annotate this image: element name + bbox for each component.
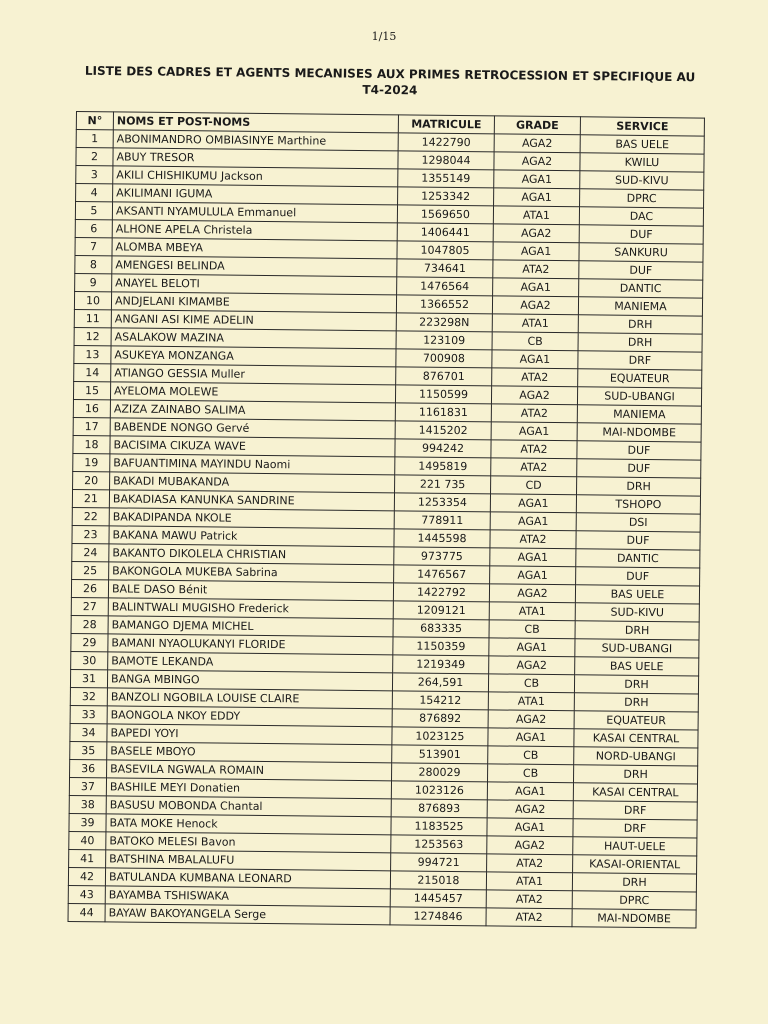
row-service: DPRC xyxy=(572,891,696,910)
row-matricule: 264,591 xyxy=(392,673,488,692)
row-name: BASELE MBOYO xyxy=(107,742,392,763)
row-name: BATA MOKE Henock xyxy=(106,814,391,835)
row-name: BATOKO MELESI Bavon xyxy=(106,832,391,853)
row-number: 40 xyxy=(69,831,106,849)
row-grade: AGA2 xyxy=(488,710,574,729)
row-grade: AGA2 xyxy=(493,224,579,243)
row-number: 8 xyxy=(75,255,112,273)
row-service: DRH xyxy=(573,765,697,784)
row-grade: ATA1 xyxy=(493,206,579,225)
row-name: AMENGESI BELINDA xyxy=(112,256,397,277)
row-matricule: 223298N xyxy=(396,313,492,332)
row-grade: ATA2 xyxy=(493,260,579,279)
row-grade: CB xyxy=(492,332,578,351)
row-matricule: 1476564 xyxy=(397,277,493,296)
row-service: TSHOPO xyxy=(576,495,700,514)
row-number: 44 xyxy=(68,903,105,921)
row-matricule: 1298044 xyxy=(398,151,494,170)
row-number: 42 xyxy=(68,867,105,885)
row-number: 33 xyxy=(70,705,107,723)
row-matricule: 734641 xyxy=(397,259,493,278)
row-matricule: 973775 xyxy=(394,547,490,566)
page-number: 1/15 xyxy=(371,30,397,43)
row-grade: AGA1 xyxy=(487,782,573,801)
document-title-line-1: LISTE DES CADRES ET AGENTS MECANISES AUX PRIMES RETROCESSION ET SPECIFIQUE AU xyxy=(84,63,696,85)
row-service: DUF xyxy=(577,459,701,478)
row-service: KASAI-ORIENTAL xyxy=(573,855,697,874)
row-number: 43 xyxy=(68,885,105,903)
row-name: BAMANI NYAOLUKANYI FLORIDE xyxy=(108,634,393,655)
row-grade: ATA2 xyxy=(487,854,573,873)
row-grade: ATA1 xyxy=(488,692,574,711)
agents-table-container xyxy=(68,111,704,929)
row-matricule: 1150359 xyxy=(393,637,489,656)
row-service: DRH xyxy=(578,333,702,352)
row-grade: ATA2 xyxy=(490,530,576,549)
row-grade: AGA1 xyxy=(490,566,576,585)
agents-table xyxy=(68,111,705,929)
row-service: DRF xyxy=(578,351,702,370)
row-matricule: 1422790 xyxy=(398,133,494,152)
row-matricule: 1253563 xyxy=(391,835,487,854)
row-name: BAPEDI YOYI xyxy=(107,724,392,745)
row-number: 9 xyxy=(75,273,112,291)
row-matricule: 1023125 xyxy=(392,727,488,746)
row-matricule: 876701 xyxy=(396,367,492,386)
row-service: DANTIC xyxy=(576,549,700,568)
row-service: NORD-UBANGI xyxy=(574,747,698,766)
row-matricule: 1415202 xyxy=(395,421,491,440)
row-name: BAYAMBA TSHISWAKA xyxy=(105,886,390,907)
row-name: BAKADI MUBAKANDA xyxy=(110,472,395,493)
row-name: BASUSU MOBONDA Chantal xyxy=(106,796,391,817)
row-service: DRF xyxy=(573,819,697,838)
row-matricule: 1569650 xyxy=(397,205,493,224)
row-service: MAI-NDOMBE xyxy=(572,909,696,928)
row-name: BAKONGOLA MUKEBA Sabrina xyxy=(109,562,394,583)
row-service: SUD-KIVU xyxy=(575,603,699,622)
header-name: NOMS ET POST-NOMS xyxy=(113,112,398,133)
row-number: 10 xyxy=(74,291,111,309)
row-number: 25 xyxy=(72,561,109,579)
row-service: SUD-UBANGI xyxy=(577,387,701,406)
row-grade: AGA1 xyxy=(491,422,577,441)
row-service: KASAI CENTRAL xyxy=(573,783,697,802)
row-name: BAKANA MAWU Patrick xyxy=(109,526,394,547)
row-name: BALINTWALI MUGISHO Frederick xyxy=(108,598,393,619)
row-grade: AGA1 xyxy=(487,818,573,837)
row-service: DUF xyxy=(576,567,700,586)
row-service: DANTIC xyxy=(579,279,703,298)
row-matricule: 1047805 xyxy=(397,241,493,260)
row-service: MANIEMA xyxy=(578,297,702,316)
row-number: 19 xyxy=(73,453,110,471)
row-number: 14 xyxy=(74,363,111,381)
row-grade: AGA1 xyxy=(492,350,578,369)
row-name: ALOMBA MBEYA xyxy=(112,238,397,259)
row-name: BAYAW BAKOYANGELA Serge xyxy=(105,904,390,925)
row-name: BAMOTE LEKANDA xyxy=(108,652,393,673)
row-matricule: 1209121 xyxy=(393,601,489,620)
row-number: 3 xyxy=(76,166,113,184)
row-name: BAKADIPANDA NKOLE xyxy=(109,508,394,529)
row-grade: AGA2 xyxy=(489,656,575,675)
row-service: MAI-NDOMBE xyxy=(577,423,701,442)
row-matricule: 700908 xyxy=(396,349,492,368)
row-service: DRF xyxy=(573,801,697,820)
document-title xyxy=(70,63,710,102)
row-number: 38 xyxy=(69,795,106,813)
row-service: BAS UELE xyxy=(575,657,699,676)
row-number: 31 xyxy=(70,669,107,687)
row-number: 26 xyxy=(71,579,108,597)
row-name: BATSHINA MBALALUFU xyxy=(106,850,391,871)
row-grade: AGA1 xyxy=(490,494,576,513)
row-service: DRH xyxy=(572,873,696,892)
row-grade: ATA2 xyxy=(491,440,577,459)
row-name: ANDJELANI KIMAMBE xyxy=(111,292,396,313)
row-name: BACISIMA CIKUZA WAVE xyxy=(110,436,395,457)
row-grade: AGA1 xyxy=(493,242,579,261)
row-matricule: 1445598 xyxy=(394,529,490,548)
row-name: BABENDE NONGO Gervé xyxy=(110,418,395,439)
row-service: DRH xyxy=(577,477,701,496)
row-number: 2 xyxy=(76,148,113,166)
row-name: ANAYEL BELOTI xyxy=(112,274,397,295)
row-matricule: 1495819 xyxy=(395,457,491,476)
header-service: SERVICE xyxy=(580,117,704,136)
row-name: BASEVILA NGWALA ROMAIN xyxy=(107,760,392,781)
row-number: 36 xyxy=(70,759,107,777)
header-matricule: MATRICULE xyxy=(398,115,494,134)
row-number: 6 xyxy=(75,219,112,237)
row-number: 17 xyxy=(73,417,110,435)
row-service: DPRC xyxy=(580,189,704,208)
row-grade: AGA1 xyxy=(494,170,580,189)
row-grade: AGA2 xyxy=(492,296,578,315)
row-matricule: 1253354 xyxy=(394,493,490,512)
row-name: AKILIMANI IGUMA xyxy=(113,184,398,205)
row-service: SANKURU xyxy=(579,243,703,262)
row-matricule: 215018 xyxy=(390,871,486,890)
row-name: AKSANTI NYAMULULA Emmanuel xyxy=(112,202,397,223)
row-number: 22 xyxy=(72,507,109,525)
row-service: BAS UELE xyxy=(575,585,699,604)
row-service: BAS UELE xyxy=(580,135,704,154)
row-service: SUD-KIVU xyxy=(580,171,704,190)
row-service: DRH xyxy=(575,621,699,640)
row-number: 4 xyxy=(76,184,113,202)
row-grade: CD xyxy=(491,476,577,495)
row-name: AZIZA ZAINABO SALIMA xyxy=(110,400,395,421)
row-number: 13 xyxy=(74,345,111,363)
row-matricule: 1445457 xyxy=(390,889,486,908)
row-name: ALHONE APELA Christela xyxy=(112,220,397,241)
row-name: BANZOLI NGOBILA LOUISE CLAIRE xyxy=(107,688,392,709)
row-grade: AGA2 xyxy=(487,800,573,819)
table-body xyxy=(68,130,704,929)
row-name: ANGANI ASI KIME ADELIN xyxy=(111,310,396,331)
row-name: BAONGOLA NKOY EDDY xyxy=(107,706,392,727)
header-grade: GRADE xyxy=(494,116,580,135)
row-name: BATULANDA KUMBANA LEONARD xyxy=(105,868,390,889)
row-service: KWILU xyxy=(580,153,704,172)
row-matricule: 1161831 xyxy=(395,403,491,422)
row-number: 7 xyxy=(75,237,112,255)
row-number: 24 xyxy=(72,543,109,561)
row-matricule: 1406441 xyxy=(397,223,493,242)
row-name: BANGA MBINGO xyxy=(107,670,392,691)
row-grade: CB xyxy=(488,674,574,693)
row-service: DRH xyxy=(574,675,698,694)
row-grade: ATA2 xyxy=(491,404,577,423)
row-name: BAKANTO DIKOLELA CHRISTIAN xyxy=(109,544,394,565)
document-title-line-2: T4-2024 xyxy=(362,82,418,98)
row-matricule: 123109 xyxy=(396,331,492,350)
row-grade: ATA2 xyxy=(486,908,572,927)
row-service: KASAI CENTRAL xyxy=(574,729,698,748)
row-number: 15 xyxy=(73,381,110,399)
row-grade: AGA1 xyxy=(493,278,579,297)
row-number: 34 xyxy=(70,723,107,741)
row-matricule: 154212 xyxy=(392,691,488,710)
row-matricule: 1476567 xyxy=(394,565,490,584)
row-number: 18 xyxy=(73,435,110,453)
row-name: BAFUANTIMINA MAYINDU Naomi xyxy=(110,454,395,475)
row-name: BALE DASO Bénit xyxy=(108,580,393,601)
row-number: 32 xyxy=(70,687,107,705)
row-grade: AGA1 xyxy=(490,548,576,567)
row-name: BASHILE MEYI Donatien xyxy=(106,778,391,799)
row-service: DUF xyxy=(579,261,703,280)
row-number: 28 xyxy=(71,615,108,633)
row-number: 37 xyxy=(69,777,106,795)
row-name: ASALAKOW MAZINA xyxy=(111,328,396,349)
row-number: 5 xyxy=(75,202,112,220)
row-service: MANIEMA xyxy=(577,405,701,424)
row-service: DUF xyxy=(576,531,700,550)
row-name: ABUY TRESOR xyxy=(113,148,398,169)
row-grade: AGA1 xyxy=(490,512,576,531)
row-service: EQUATEUR xyxy=(574,711,698,730)
row-number: 21 xyxy=(72,489,109,507)
row-grade: CB xyxy=(489,620,575,639)
row-matricule: 994721 xyxy=(391,853,487,872)
row-grade: AGA2 xyxy=(489,584,575,603)
row-service: SUD-UBANGI xyxy=(575,639,699,658)
row-grade: AGA2 xyxy=(494,152,580,171)
row-grade: CB xyxy=(487,764,573,783)
row-matricule: 1274846 xyxy=(390,907,486,926)
row-grade: AGA2 xyxy=(487,836,573,855)
row-matricule: 1023126 xyxy=(391,781,487,800)
row-name: ASUKEYA MONZANGA xyxy=(111,346,396,367)
row-matricule: 1355149 xyxy=(398,169,494,188)
row-service: DUF xyxy=(577,441,701,460)
row-matricule: 1150599 xyxy=(395,385,491,404)
row-matricule: 513901 xyxy=(392,745,488,764)
row-name: ABONIMANDRO OMBIASINYE Marthine xyxy=(113,130,398,151)
row-service: DRH xyxy=(574,693,698,712)
row-grade: AGA2 xyxy=(491,386,577,405)
row-matricule: 1422792 xyxy=(393,583,489,602)
row-matricule: 683335 xyxy=(393,619,489,638)
row-number: 29 xyxy=(71,633,108,651)
row-service: HAUT-UELE xyxy=(573,837,697,856)
row-grade: ATA1 xyxy=(486,872,572,891)
row-matricule: 778911 xyxy=(394,511,490,530)
row-name: BAKADIASA KANUNKA SANDRINE xyxy=(109,490,394,511)
row-number: 27 xyxy=(71,597,108,615)
row-grade: AGA1 xyxy=(489,638,575,657)
row-service: DRH xyxy=(578,315,702,334)
row-name: AYELOMA MOLEWE xyxy=(110,382,395,403)
row-grade: ATA1 xyxy=(489,602,575,621)
row-grade: ATA2 xyxy=(486,890,572,909)
header-number: N° xyxy=(76,112,113,130)
row-number: 23 xyxy=(72,525,109,543)
row-number: 11 xyxy=(74,309,111,327)
row-matricule: 1366552 xyxy=(396,295,492,314)
row-number: 39 xyxy=(69,813,106,831)
row-matricule: 280029 xyxy=(392,763,488,782)
row-name: AKILI CHISHIKUMU Jackson xyxy=(113,166,398,187)
row-number: 35 xyxy=(70,741,107,759)
row-grade: AGA1 xyxy=(488,728,574,747)
row-number: 16 xyxy=(73,399,110,417)
row-matricule: 1183525 xyxy=(391,817,487,836)
row-matricule: 221 735 xyxy=(395,475,491,494)
row-grade: CB xyxy=(488,746,574,765)
row-service: DUF xyxy=(579,225,703,244)
row-number: 30 xyxy=(71,651,108,669)
row-number: 1 xyxy=(76,130,113,148)
row-name: BAMANGO DJEMA MICHEL xyxy=(108,616,393,637)
row-name: ATIANGO GESSIA Muller xyxy=(111,364,396,385)
row-service: DAC xyxy=(579,207,703,226)
row-number: 12 xyxy=(74,327,111,345)
row-service: EQUATEUR xyxy=(578,369,702,388)
row-matricule: 876893 xyxy=(391,799,487,818)
row-matricule: 1219349 xyxy=(393,655,489,674)
row-matricule: 994242 xyxy=(395,439,491,458)
row-matricule: 876892 xyxy=(392,709,488,728)
row-grade: ATA2 xyxy=(491,458,577,477)
row-grade: AGA1 xyxy=(494,188,580,207)
row-grade: ATA1 xyxy=(492,314,578,333)
row-grade: ATA2 xyxy=(492,368,578,387)
row-number: 20 xyxy=(73,471,110,489)
row-service: DSI xyxy=(576,513,700,532)
row-number: 41 xyxy=(69,849,106,867)
row-grade: AGA2 xyxy=(494,134,580,153)
row-matricule: 1253342 xyxy=(398,187,494,206)
